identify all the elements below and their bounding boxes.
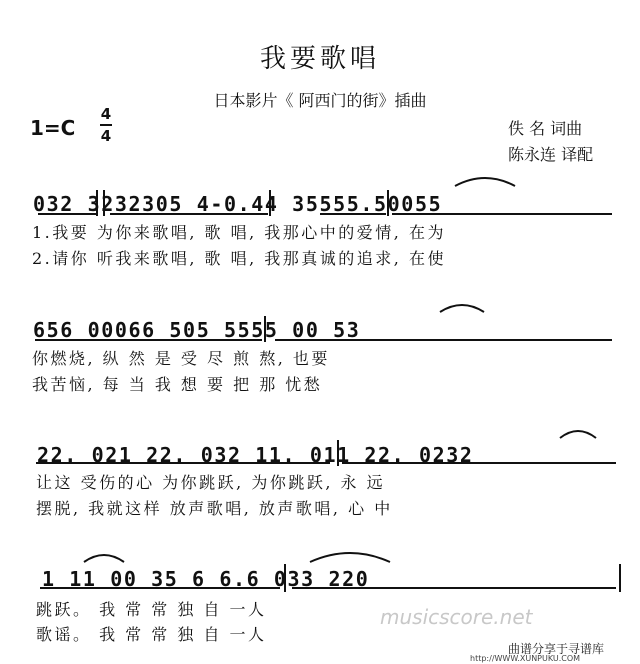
key-signature: 1=C xyxy=(30,116,76,140)
meter-bottom: 4 xyxy=(100,127,112,145)
lyrics-row-2-verse-2: 我苦恼, 每 当 我 想 要 把 那 忧愁 xyxy=(32,375,323,394)
lyrics-row-4-verse-2: 歌谣。 我 常 常 独 自 一人 xyxy=(36,625,267,644)
lyrics-row-1-verse-1: 1.我要 为你来歌唱, 歌 唱, 我那心中的爱情, 在为 xyxy=(32,223,446,242)
meter-top: 4 xyxy=(100,105,112,123)
watermark-url: http://WWW.XUNPUKU.COM xyxy=(470,654,581,663)
watermark-label: 曲谱分享于寻谱库 xyxy=(508,642,605,656)
notes-row-1: 032 3232305 4-0.44 35555.50055 xyxy=(33,192,443,216)
lyrics-row-3-verse-1: 让这 受伤的心 为你跳跃, 为你跳跃, 永 远 xyxy=(36,473,386,492)
lyrics-row-1-verse-2: 2.请你 听我来歌唱, 歌 唱, 我那真诚的追求, 在使 xyxy=(32,249,446,268)
song-subtitle: 日本影片《 阿西门的街》插曲 xyxy=(213,91,427,110)
notes-row-4: 1 11 00 35 6 6.6 033 220 xyxy=(42,567,370,591)
song-title: 我要歌唱 xyxy=(259,44,380,74)
lyrics-row-3-verse-2: 摆脱, 我就这样 放声歌唱, 放声歌唱, 心 中 xyxy=(36,499,393,518)
lyricist-credit: 佚 名 词曲 xyxy=(508,119,583,138)
lyrics-row-2-verse-1: 你燃烧, 纵 然 是 受 尽 煎 熬, 也要 xyxy=(32,349,330,368)
arranger-credit: 陈永连 译配 xyxy=(508,145,594,164)
watermark-site: musicscore.net xyxy=(380,605,533,629)
notes-row-3: 22. 021 22. 032 11. 011 22. 0232 xyxy=(37,443,474,467)
lyrics-row-4-verse-1: 跳跃。 我 常 常 独 自 一人 xyxy=(36,600,267,619)
notes-row-2: 656 00066 505 5555 00 53 xyxy=(33,318,361,342)
